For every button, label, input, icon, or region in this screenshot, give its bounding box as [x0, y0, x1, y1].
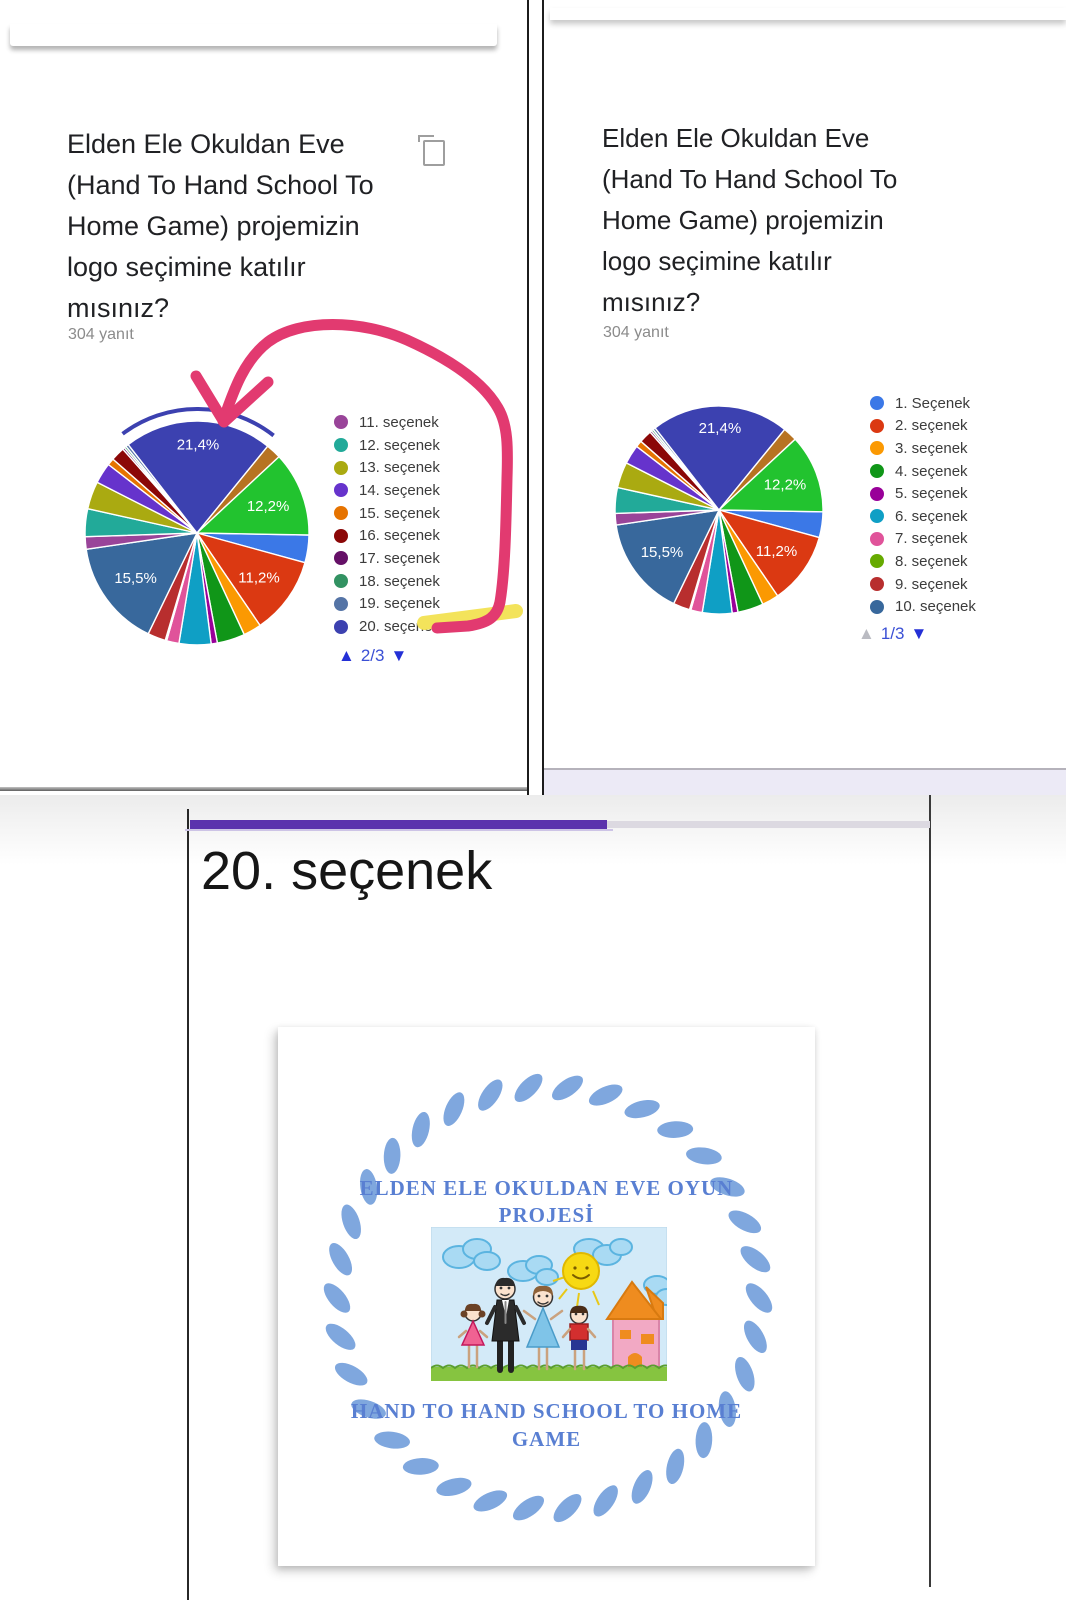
legend-item [334, 434, 440, 457]
legend-dot-icon [870, 464, 884, 478]
legend-pagination [858, 624, 927, 644]
rope-segment [319, 1279, 355, 1317]
rope-segment [741, 1279, 777, 1317]
legend-dot-icon [334, 415, 348, 429]
title-line: mısınız? [602, 287, 701, 317]
title-line: Elden Ele Okuldan Eve [67, 129, 345, 159]
page-up-icon[interactable]: ▲ [338, 646, 355, 665]
pie-slice-label: 11,2% [755, 543, 798, 561]
legend-label: 7. seçenek [895, 530, 968, 548]
legend-item [870, 550, 976, 573]
legend-label: 1. Seçenek [895, 394, 971, 412]
legend-dot-icon [334, 620, 348, 634]
panel-edge-line [0, 787, 527, 791]
question-title [602, 118, 982, 323]
rope-segment [509, 1491, 548, 1525]
legend-label: 18. seçenek [359, 572, 440, 590]
legend-label: 3. seçenek [895, 439, 968, 457]
legend-dot-icon [334, 551, 348, 565]
rope-segment [402, 1457, 439, 1475]
legend-dot-icon [870, 532, 884, 546]
legend-item [870, 482, 976, 505]
page-up-icon[interactable]: ▲ [858, 624, 875, 643]
rope-segment [739, 1317, 771, 1357]
pie-slice-label: 21,4% [176, 436, 220, 454]
legend-item [334, 456, 440, 479]
legend-label: 17. seçenek [359, 549, 440, 567]
pie-slice-label: 12,2% [763, 476, 807, 494]
page-edge-line [187, 809, 189, 1600]
response-count: 304 yanıt [68, 326, 134, 343]
pie-slice-label: 15,5% [640, 543, 684, 561]
title-line: (Hand To Hand School To [67, 170, 374, 200]
rope-segment [657, 1120, 694, 1138]
legend-pagination [338, 646, 407, 666]
title-line: logo seçimine katılır [67, 252, 306, 282]
legend-label: 20. seçenek [359, 618, 440, 636]
pie-slice-label: 21,4% [698, 419, 742, 437]
rope-segment [663, 1447, 687, 1486]
legend-dot-icon [334, 506, 348, 520]
question-title [67, 124, 447, 329]
legend-label: 10. seçenek [895, 598, 976, 616]
legend-item [334, 479, 440, 502]
rope-segment [470, 1486, 510, 1516]
logo-title-line1: ELDEN ELE OKULDAN EVE OYUN [359, 1176, 734, 1200]
legend-item [870, 573, 976, 596]
title-line: Home Game) projemizin [67, 211, 360, 241]
legend-item [334, 411, 440, 434]
rope-segment [736, 1241, 774, 1277]
pie-slice-label: 15,5% [114, 570, 157, 587]
legend-dot-icon [870, 441, 884, 455]
logo-illustration [431, 1227, 667, 1381]
legend-label: 4. seçenek [895, 462, 968, 480]
legend-dot-icon [334, 597, 348, 611]
legend-dot-icon [870, 509, 884, 523]
pie-chart [604, 395, 834, 625]
legend-item [870, 437, 976, 460]
annotation-overlay [0, 0, 527, 795]
legend-label: 5. seçenek [895, 485, 968, 503]
legend-dot-icon [870, 600, 884, 614]
rope-segment [331, 1358, 371, 1390]
copy-icon[interactable] [423, 140, 445, 166]
rope-segment [623, 1097, 662, 1122]
rope-segment [586, 1080, 626, 1110]
rope-segment [321, 1319, 359, 1355]
legend-dot-icon [334, 438, 348, 452]
legend-item [870, 460, 976, 483]
title-line: mısınız? [67, 293, 170, 323]
page-down-icon[interactable]: ▼ [390, 646, 408, 665]
legend-dot-icon [334, 483, 348, 497]
page-edge-line [929, 795, 931, 1587]
legend-dot-icon [334, 461, 348, 475]
option-heading: 20. seçenek [201, 841, 493, 901]
response-count: 304 yanıt [603, 324, 669, 341]
legend-dot-icon [334, 574, 348, 588]
rope-segment [549, 1489, 586, 1526]
legend-item [334, 570, 440, 593]
rope-segment [627, 1467, 657, 1507]
divider-line [527, 0, 529, 795]
logo-card [278, 1027, 815, 1566]
logo-subtitle-line1: HAND TO HAND SCHOOL TO HOME [350, 1399, 743, 1423]
legend-label: 14. seçenek [359, 481, 440, 499]
bottom-screenshot-panel [0, 795, 1066, 1600]
rope-segment [434, 1475, 473, 1500]
rope-segment [383, 1138, 401, 1175]
legend-label: 13. seçenek [359, 459, 440, 477]
progress-underline [185, 829, 613, 831]
logo-subtitle-line2: GAME [511, 1427, 582, 1451]
pie-slice-label: 12,2% [246, 497, 290, 515]
progress-fill [190, 820, 607, 829]
legend-item [334, 615, 440, 638]
page-indicator: 1/3 [880, 624, 905, 643]
rope-segment [409, 1110, 433, 1149]
left-screenshot-panel [0, 0, 527, 795]
legend-dot-icon [334, 529, 348, 543]
page-indicator: 2/3 [360, 646, 385, 665]
pie-slice-label: 11,2% [238, 569, 280, 587]
card-bottom-shadow [550, 8, 1066, 20]
title-line: Elden Ele Okuldan Eve [602, 123, 870, 153]
legend-item [334, 524, 440, 547]
card-bottom-shadow [10, 24, 497, 46]
legend-label: 19. seçenek [359, 595, 440, 613]
legend-item [334, 502, 440, 525]
logo-title-line2: PROJESİ [498, 1203, 595, 1227]
legend-label: 16. seçenek [359, 527, 440, 545]
legend-item [334, 547, 440, 570]
legend-dot-icon [870, 419, 884, 433]
legend-label: 2. seçenek [895, 417, 968, 435]
legend-item [870, 528, 976, 551]
legend-label: 12. seçenek [359, 436, 440, 454]
legend-item [870, 415, 976, 438]
rope-segment [510, 1069, 547, 1106]
rope-segment [473, 1076, 507, 1115]
rope-segment [731, 1354, 758, 1393]
legend-item [870, 595, 976, 618]
legend-dot-icon [870, 554, 884, 568]
title-line: (Hand To Hand School To [602, 164, 898, 194]
legend-item [870, 392, 976, 415]
page-down-icon[interactable]: ▼ [910, 624, 928, 643]
pie-chart [67, 403, 327, 663]
legend-item [334, 593, 440, 616]
legend-label: 9. seçenek [895, 575, 968, 593]
legend-dot-icon [870, 487, 884, 501]
legend-item [870, 505, 976, 528]
legend [334, 411, 440, 638]
rope-segment [548, 1071, 587, 1105]
legend [870, 392, 976, 618]
next-card-edge [544, 768, 1066, 797]
legend-label: 6. seçenek [895, 507, 968, 525]
legend-label: 11. seçenek [359, 413, 439, 431]
title-line: logo seçimine katılır [602, 246, 832, 276]
legend-dot-icon [870, 577, 884, 591]
rope-segment [589, 1481, 623, 1520]
right-screenshot-panel [544, 0, 1066, 795]
legend-label: 15. seçenek [359, 504, 440, 522]
rope-segment [685, 1145, 723, 1166]
rope-segment [325, 1239, 357, 1279]
legend-dot-icon [870, 396, 884, 410]
legend-label: 8. seçenek [895, 552, 968, 570]
title-line: Home Game) projemizin [602, 205, 884, 235]
rope-segment [439, 1089, 469, 1129]
